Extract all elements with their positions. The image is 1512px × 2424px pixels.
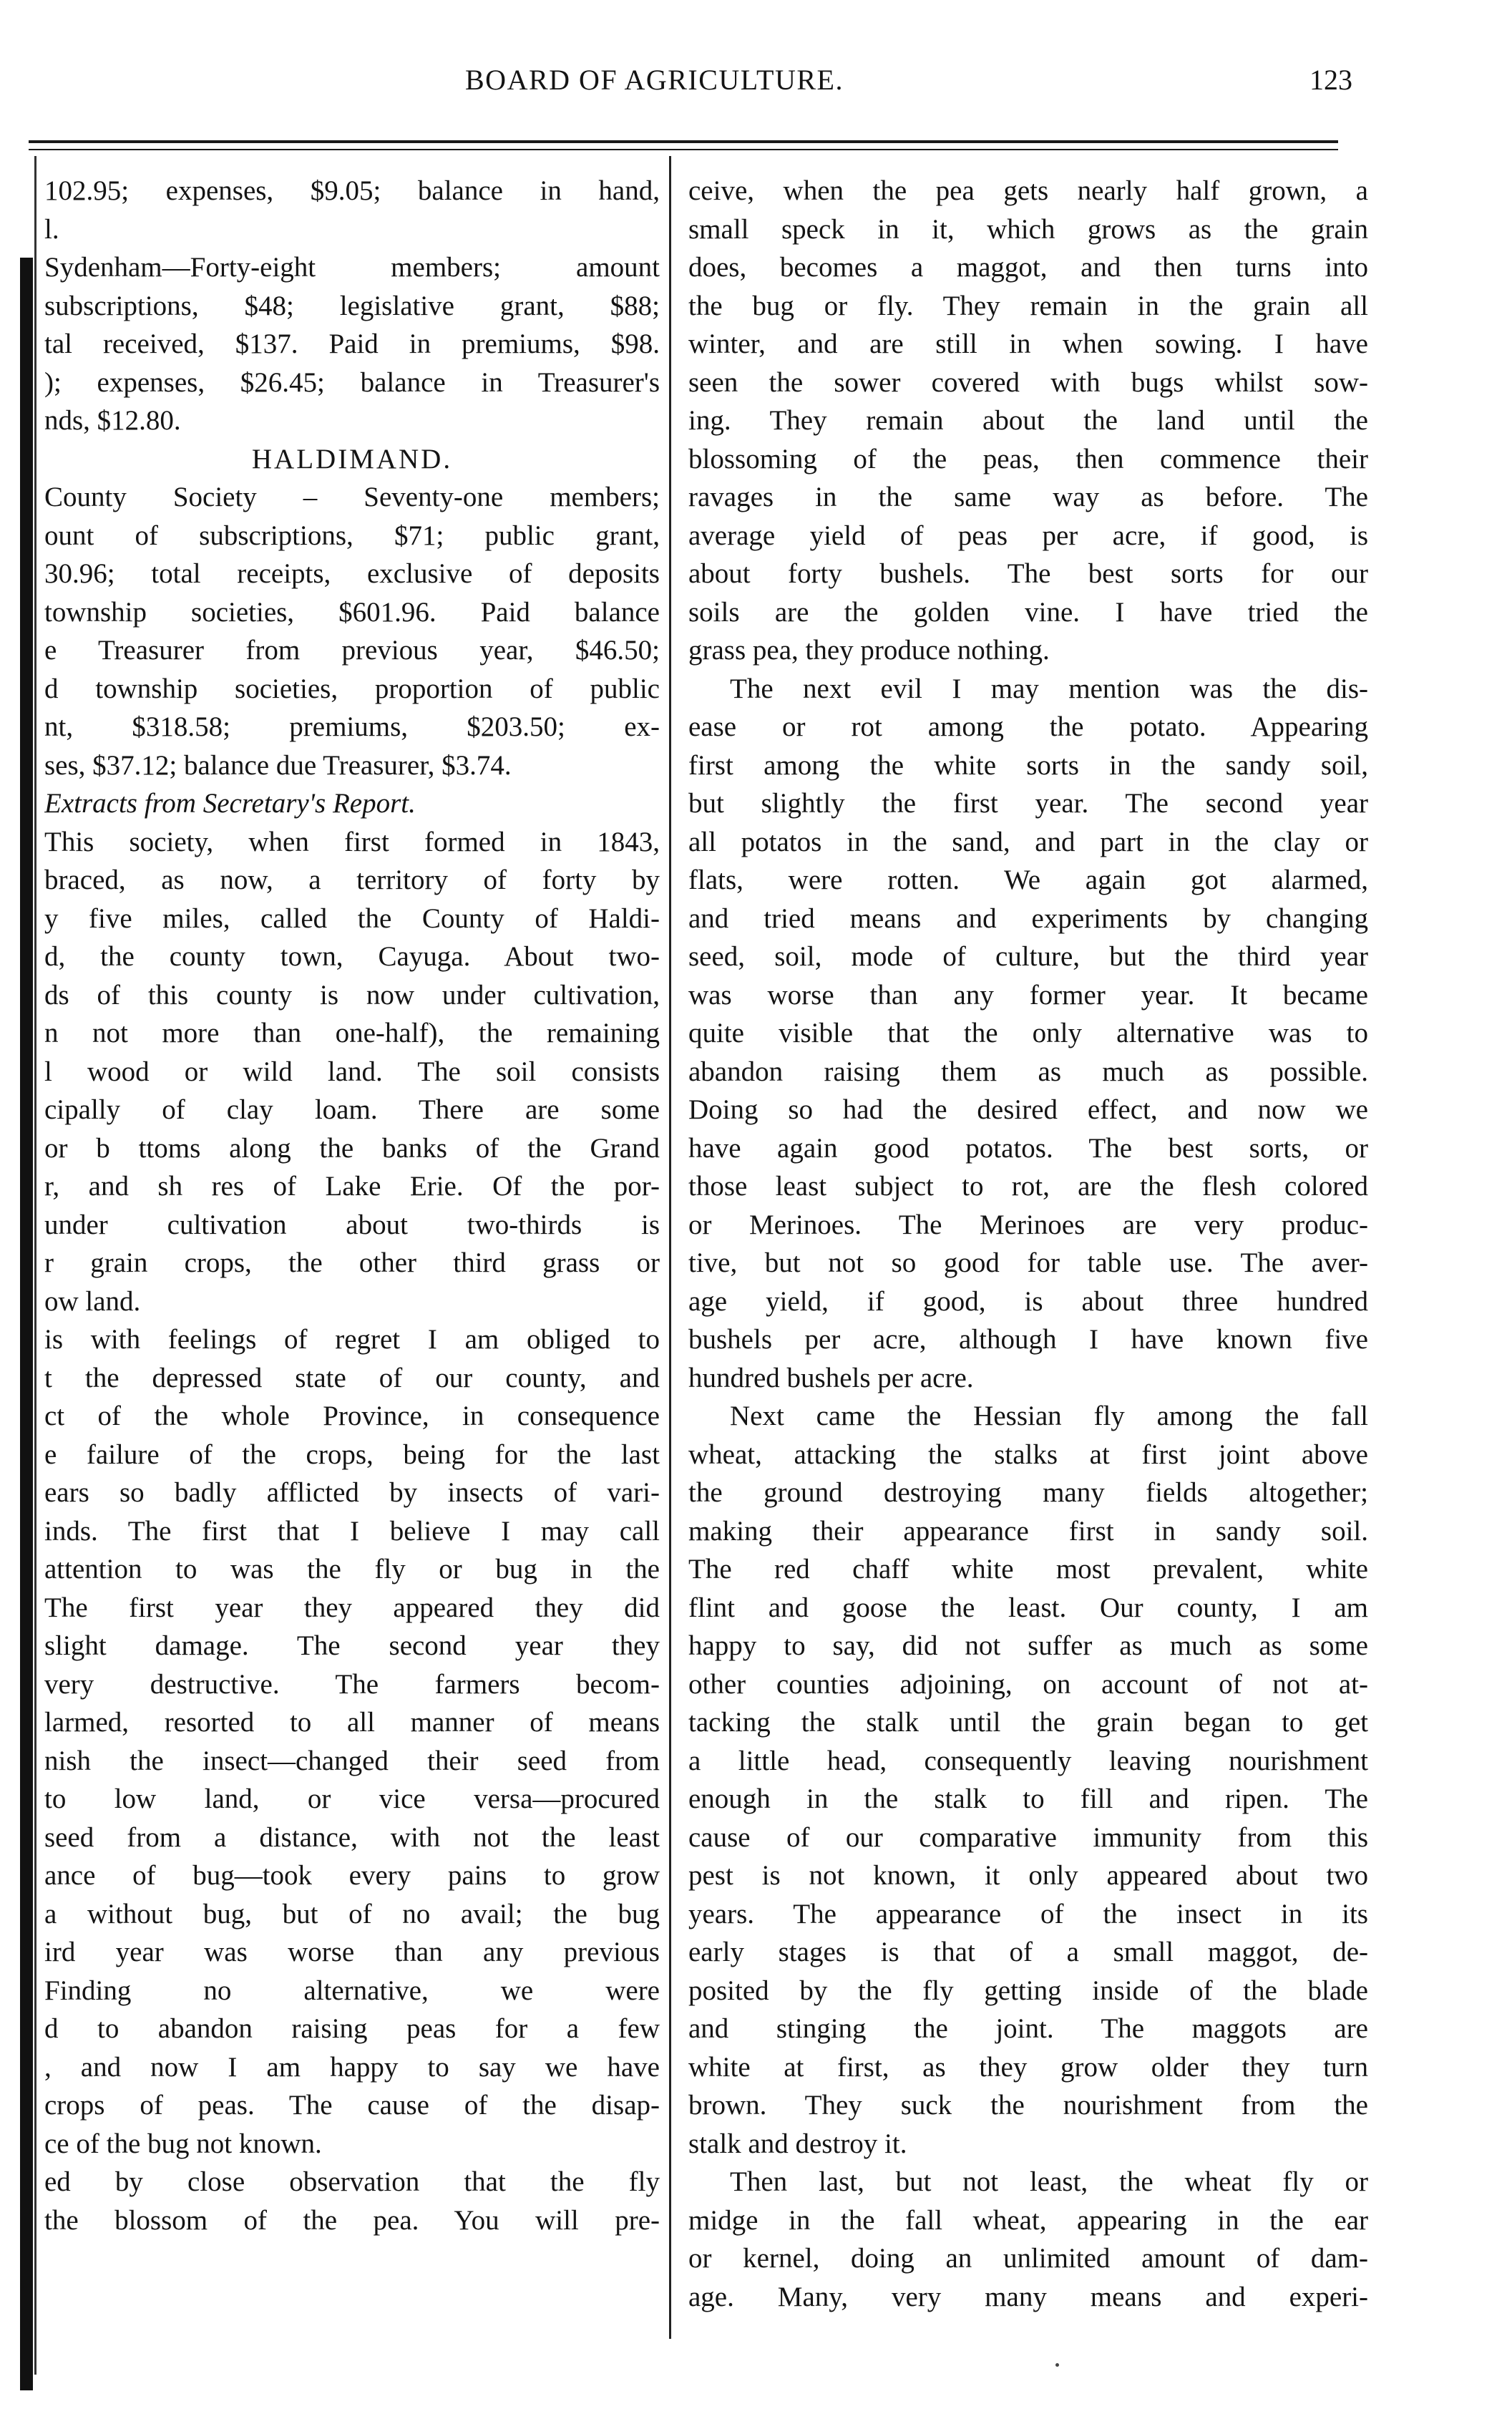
text-line: ceive, when the pea gets nearly half grown, a <box>688 175 1368 206</box>
text-line: Extracts from Secretary's Report. <box>44 788 416 819</box>
text-line: and stinging the joint. The maggots are <box>688 2013 1368 2044</box>
text-line: the blossom of the pea. You will pre- <box>44 2204 660 2236</box>
text-line: ance of bug—took every pains to grow <box>44 1860 660 1891</box>
text-line: nds, $12.80. <box>44 405 181 436</box>
text-line: the bug or fly. They remain in the grain all <box>688 290 1368 321</box>
text-line: ease or rot among the potato. Appearing <box>688 711 1368 742</box>
text-line: brown. They suck the nourishment from the <box>688 2090 1368 2121</box>
text-line: cipally of clay loam. There are some <box>44 1094 660 1125</box>
text-line: ount of subscriptions, $71; public grant, <box>44 520 660 551</box>
text-line: making their appearance first in sandy soil. <box>688 1515 1368 1547</box>
text-line: seen the sower covered with bugs whilst sow- <box>688 366 1368 398</box>
text-line: braced, as now, a territory of forty by <box>44 865 660 895</box>
page-edge-line <box>34 156 36 2375</box>
text-line: crops of peas. The cause of the disap- <box>44 2090 660 2121</box>
text-line: d township societies, proportion of public <box>44 673 660 704</box>
text-line: larmed, resorted to all manner of means <box>44 1707 660 1738</box>
text-line: grass pea, they produce nothing. <box>688 635 1050 666</box>
page-number: 123 <box>1309 64 1352 96</box>
text-line: seed, soil, mode of culture, but the third year <box>688 941 1368 972</box>
text-line: tacking the stalk until the grain began to get <box>688 1707 1368 1738</box>
text-line: years. The appearance of the insect in its <box>688 1898 1368 1929</box>
text-line: tive, but not so good for table use. The aver- <box>688 1247 1368 1278</box>
text-line: Sydenham—Forty-eight members; amount <box>44 252 660 283</box>
text-line: average yield of peas per acre, if good, is <box>688 520 1368 551</box>
text-line: wheat, attacking the stalks at first joint above <box>688 1439 1368 1470</box>
text-line: very destructive. The farmers becom- <box>44 1668 660 1700</box>
text-line: e failure of the crops, being for the last <box>44 1439 660 1470</box>
text-line: 30.96; total receipts, exclusive of deposits <box>44 558 660 589</box>
text-line: pest is not known, it only appeared about two <box>688 1860 1368 1891</box>
text-line: d, the county town, Cayuga. About two- <box>44 941 660 972</box>
text-line: ird year was worse than any previous <box>44 1937 660 1967</box>
binding-shadow <box>20 258 33 2390</box>
running-head-title: BOARD OF AGRICULTURE. <box>465 64 844 96</box>
text-line: a without bug, but of no avail; the bug <box>44 1898 660 1929</box>
text-line: ); expenses, $26.45; balance in Treasurer's <box>44 366 660 398</box>
text-line: bushels per acre, although I have known five <box>688 1324 1368 1355</box>
text-line: about forty bushels. The best sorts for our <box>688 558 1368 589</box>
text-line: soils are the golden vine. I have tried the <box>688 596 1368 628</box>
column-divider <box>669 156 671 2339</box>
text-line: winter, and are still in when sowing. I have <box>688 328 1368 359</box>
text-line: hundred bushels per acre. <box>688 1362 974 1393</box>
text-line: to low land, or vice versa—procured <box>44 1783 660 1814</box>
text-line: Doing so had the desired effect, and now we <box>688 1094 1368 1125</box>
text-line: n not more than one-half), the remaining <box>44 1018 660 1048</box>
text-line: l wood or wild land. The soil consists <box>44 1056 660 1087</box>
paper-speck <box>1055 2363 1059 2367</box>
text-line: ravages in the same way as before. The <box>688 482 1368 512</box>
text-line: first among the white sorts in the sandy soil, <box>688 749 1368 781</box>
text-line: nish the insect—changed their seed from <box>44 1745 660 1776</box>
text-line: abandon raising them as much as possible. <box>688 1056 1368 1087</box>
text-line: e Treasurer from previous year, $46.50; <box>44 635 660 666</box>
text-line: The first year they appeared they did <box>44 1592 660 1623</box>
text-line: Finding no alternative, we were <box>44 1975 660 2006</box>
text-line: y five miles, called the County of Haldi- <box>44 902 660 934</box>
text-line: The next evil I may mention was the dis- <box>730 673 1368 704</box>
text-line: posited by the fly getting inside of the blade <box>688 1975 1368 2006</box>
text-line: cause of our comparative immunity from this <box>688 1821 1368 1853</box>
text-line: small speck in it, which grows as the grain <box>688 213 1368 245</box>
text-line: early stages is that of a small maggot, de- <box>688 1937 1368 1967</box>
text-line: The red chaff white most prevalent, white <box>688 1554 1368 1585</box>
text-line: ce of the bug not known. <box>44 2128 322 2159</box>
text-line: is with feelings of regret I am obliged to <box>44 1324 660 1355</box>
text-line: age. Many, very many means and experi- <box>688 2281 1368 2312</box>
text-line: ing. They remain about the land until the <box>688 405 1368 436</box>
text-line: flats, were rotten. We again got alarmed, <box>688 865 1368 895</box>
text-line: subscriptions, $48; legislative grant, $88; <box>44 290 660 321</box>
text-line: tal received, $137. Paid in premiums, $98. <box>44 328 660 359</box>
text-line: but slightly the first year. The second year <box>688 788 1368 819</box>
text-line: or Merinoes. The Merinoes are very produc- <box>688 1209 1368 1240</box>
text-line: happy to say, did not suffer as much as some <box>688 1630 1368 1661</box>
text-line: slight damage. The second year they <box>44 1630 660 1661</box>
text-line: all potatos in the sand, and part in the clay or <box>688 826 1368 857</box>
text-line: quite visible that the only alternative was to <box>688 1018 1368 1048</box>
text-line: t the depressed state of our county, and <box>44 1362 660 1393</box>
text-line: ed by close observation that the fly <box>44 2166 660 2197</box>
left-column <box>44 172 660 2239</box>
text-line: 102.95; expenses, $9.05; balance in hand, <box>44 175 660 206</box>
right-column <box>688 172 1368 2316</box>
text-line: blossoming of the peas, then commence their <box>688 443 1368 474</box>
text-line: inds. The first that I believe I may call <box>44 1515 660 1547</box>
text-line: was worse than any former year. It became <box>688 979 1368 1011</box>
text-line: white at first, as they grow older they turn <box>688 2051 1368 2083</box>
text-line: r grain crops, the other third grass or <box>44 1247 660 1278</box>
text-line: seed from a distance, with not the least <box>44 1821 660 1853</box>
text-line: ds of this county is now under cultivation, <box>44 979 660 1011</box>
text-line: ears so badly afflicted by insects of vari- <box>44 1477 660 1508</box>
text-line: the ground destroying many fields altogether; <box>688 1477 1368 1508</box>
text-line: r, and sh res of Lake Erie. Of the por- <box>44 1171 660 1202</box>
text-line: township societies, $601.96. Paid balance <box>44 596 660 628</box>
text-line: stalk and destroy it. <box>688 2128 907 2159</box>
text-line: attention to was the fly or bug in the <box>44 1554 660 1585</box>
text-line: , and now I am happy to say we have <box>44 2051 660 2083</box>
text-line: l. <box>44 213 59 245</box>
text-line: and tried means and experiments by changing <box>688 902 1368 934</box>
text-line: or b ttoms along the banks of the Grand <box>44 1132 660 1164</box>
text-line: other counties adjoining, on account of not at- <box>688 1668 1368 1700</box>
text-line: enough in the stalk to fill and ripen. The <box>688 1783 1368 1814</box>
text-line: does, becomes a maggot, and then turns into <box>688 252 1368 283</box>
text-line: flint and goose the least. Our county, I am <box>688 1592 1368 1623</box>
header-rule-thin <box>29 149 1338 150</box>
text-line: nt, $318.58; premiums, $203.50; ex- <box>44 711 660 742</box>
text-line: ses, $37.12; balance due Treasurer, $3.74. <box>44 749 512 781</box>
text-line: d to abandon raising peas for a few <box>44 2013 660 2044</box>
text-line: County Society – Seventy-one members; <box>44 482 660 512</box>
text-line: have again good potatos. The best sorts, or <box>688 1132 1368 1164</box>
text-line: those least subject to rot, are the flesh colored <box>688 1171 1368 1202</box>
text-line: Then last, but not least, the wheat fly or <box>730 2166 1368 2197</box>
text-line: age yield, if good, is about three hundred <box>688 1285 1368 1317</box>
header-rule-thick <box>29 140 1338 143</box>
text-line: HALDIMAND. <box>251 443 453 474</box>
running-head <box>29 63 1352 106</box>
text-line: ct of the whole Province, in consequence <box>44 1401 660 1431</box>
text-line: or kernel, doing an unlimited amount of dam- <box>688 2243 1368 2274</box>
text-line: midge in the fall wheat, appearing in the ear <box>688 2204 1368 2236</box>
text-line: This society, when first formed in 1843, <box>44 826 660 857</box>
text-line: a little head, consequently leaving nourishment <box>688 1745 1368 1776</box>
text-line: Next came the Hessian fly among the fall <box>730 1401 1368 1431</box>
text-line: under cultivation about two-thirds is <box>44 1209 660 1240</box>
text-line: ow land. <box>44 1285 141 1317</box>
